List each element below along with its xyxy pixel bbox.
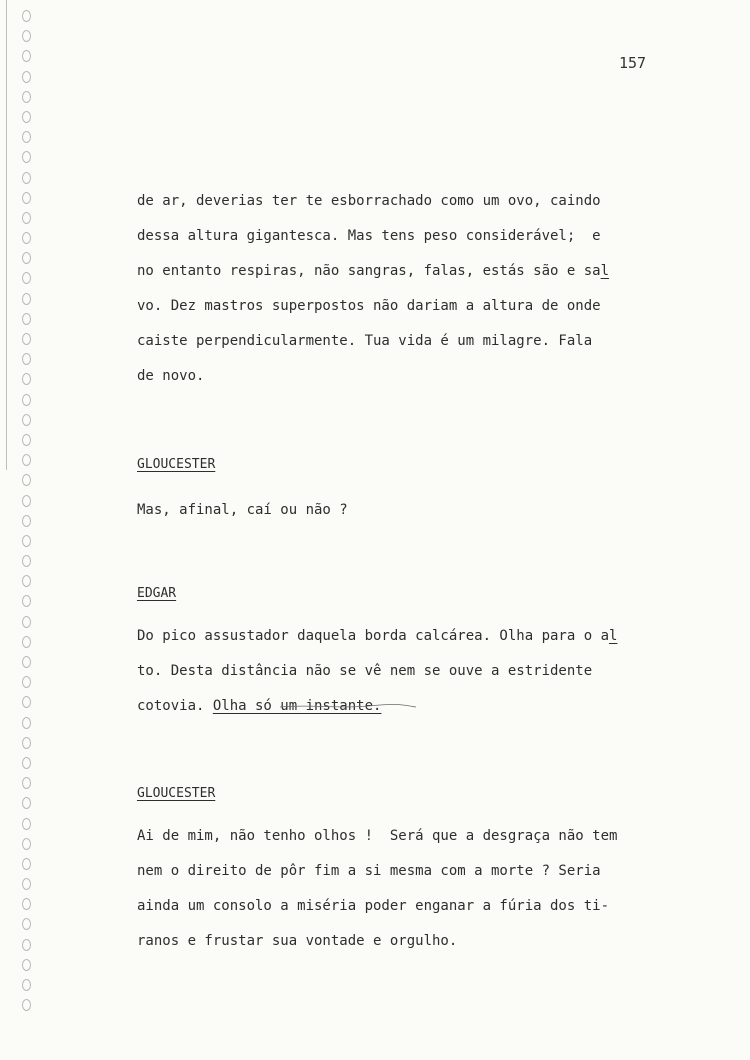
text-line: de ar, deverias ter te esborrachado como um ovo, caindo bbox=[137, 193, 601, 209]
perforation-hole bbox=[22, 232, 31, 244]
perforation-hole bbox=[22, 394, 31, 406]
perforation-hole bbox=[22, 333, 31, 345]
perforation-hole bbox=[22, 293, 31, 305]
page-edge-line bbox=[6, 0, 7, 470]
perforation-hole bbox=[22, 918, 31, 930]
speaker-name-gloucester: GLOUCESTER bbox=[137, 457, 216, 472]
text-line-part: Do pico assustador daquela borda calcárea. Olha para o a bbox=[137, 628, 610, 644]
perforation-hole bbox=[22, 515, 31, 527]
perforation-hole bbox=[22, 151, 31, 163]
perforation-hole bbox=[22, 797, 31, 809]
text-line: nem o direito de pôr fim a si mesma com a morte ? Seria bbox=[137, 863, 601, 879]
perforation-hole bbox=[22, 313, 31, 325]
perforation-hole bbox=[22, 737, 31, 749]
perforation-hole bbox=[22, 979, 31, 991]
speaker-name-gloucester: GLOUCESTER bbox=[137, 786, 216, 801]
perforation-hole bbox=[22, 272, 31, 284]
perforation-hole bbox=[22, 898, 31, 910]
text-line bbox=[137, 626, 677, 661]
perforation-hole bbox=[22, 434, 31, 446]
dialogue-block-gloucester-1 bbox=[137, 500, 677, 535]
perforation-hole bbox=[22, 878, 31, 890]
text-line: ranos e frustar sua vontade e orgulho. bbox=[137, 933, 458, 949]
perforation-hole bbox=[22, 858, 31, 870]
perforation-hole bbox=[22, 192, 31, 204]
perforation-hole bbox=[22, 71, 31, 83]
perforation-hole bbox=[22, 717, 31, 729]
page-number: 157 bbox=[619, 54, 647, 72]
text-line: de novo. bbox=[137, 368, 205, 384]
perforation-hole bbox=[22, 636, 31, 648]
perforation-hole bbox=[22, 939, 31, 951]
text-line: caiste perpendicularmente. Tua vida é um milagre. Fala bbox=[137, 333, 593, 349]
perforation-hole bbox=[22, 777, 31, 789]
underlined-letter: l bbox=[609, 628, 618, 644]
perforation-hole bbox=[22, 353, 31, 365]
perforation-hole bbox=[22, 172, 31, 184]
perforation-hole bbox=[22, 474, 31, 486]
dialogue-block-edgar-1 bbox=[137, 191, 677, 401]
dialogue-block-edgar-2 bbox=[137, 626, 677, 731]
text-line: ainda um consolo a miséria poder enganar a fúria dos ti- bbox=[137, 898, 610, 914]
perforation-hole bbox=[22, 30, 31, 42]
text-line: Mas, afinal, caí ou não ? bbox=[137, 502, 348, 518]
perforation-hole bbox=[22, 131, 31, 143]
perforation-hole bbox=[22, 595, 31, 607]
perforation-hole bbox=[22, 373, 31, 385]
underlined-phrase: Olha só um instante. bbox=[212, 698, 382, 714]
perforation-hole bbox=[22, 818, 31, 830]
perforation-holes bbox=[22, 10, 38, 1019]
perforation-hole bbox=[22, 575, 31, 587]
perforation-hole bbox=[22, 454, 31, 466]
text-line: Ai de mim, não tenho olhos ! Será que a desgraça não tem bbox=[137, 828, 618, 844]
text-line: to. Desta distância não se vê nem se ouve a estridente bbox=[137, 663, 593, 679]
perforation-hole bbox=[22, 414, 31, 426]
perforation-hole bbox=[22, 838, 31, 850]
text-line: vo. Dez mastros superpostos não dariam a altura de onde bbox=[137, 298, 601, 314]
perforation-hole bbox=[22, 252, 31, 264]
perforation-hole bbox=[22, 676, 31, 688]
perforation-hole bbox=[22, 50, 31, 62]
perforation-hole bbox=[22, 495, 31, 507]
perforation-hole bbox=[22, 535, 31, 547]
perforation-hole bbox=[22, 959, 31, 971]
dialogue-block-gloucester-2 bbox=[137, 826, 677, 966]
perforation-hole bbox=[22, 10, 31, 22]
hand-drawn-underline bbox=[278, 702, 418, 710]
perforation-hole bbox=[22, 111, 31, 123]
perforation-hole bbox=[22, 656, 31, 668]
perforation-hole bbox=[22, 91, 31, 103]
text-line bbox=[137, 261, 677, 296]
perforation-hole bbox=[22, 999, 31, 1011]
text-line-part: cotovia. bbox=[137, 698, 213, 714]
perforation-hole bbox=[22, 757, 31, 769]
perforation-hole bbox=[22, 696, 31, 708]
perforation-hole bbox=[22, 555, 31, 567]
underlined-letter: l bbox=[600, 263, 610, 279]
text-line: dessa altura gigantesca. Mas tens peso considerável; e bbox=[137, 228, 601, 244]
perforation-hole bbox=[22, 212, 31, 224]
speaker-name-edgar: EDGAR bbox=[137, 586, 177, 601]
perforation-hole bbox=[22, 616, 31, 628]
text-line-part: no entanto respiras, não sangras, falas, estás são e sa bbox=[137, 263, 601, 279]
